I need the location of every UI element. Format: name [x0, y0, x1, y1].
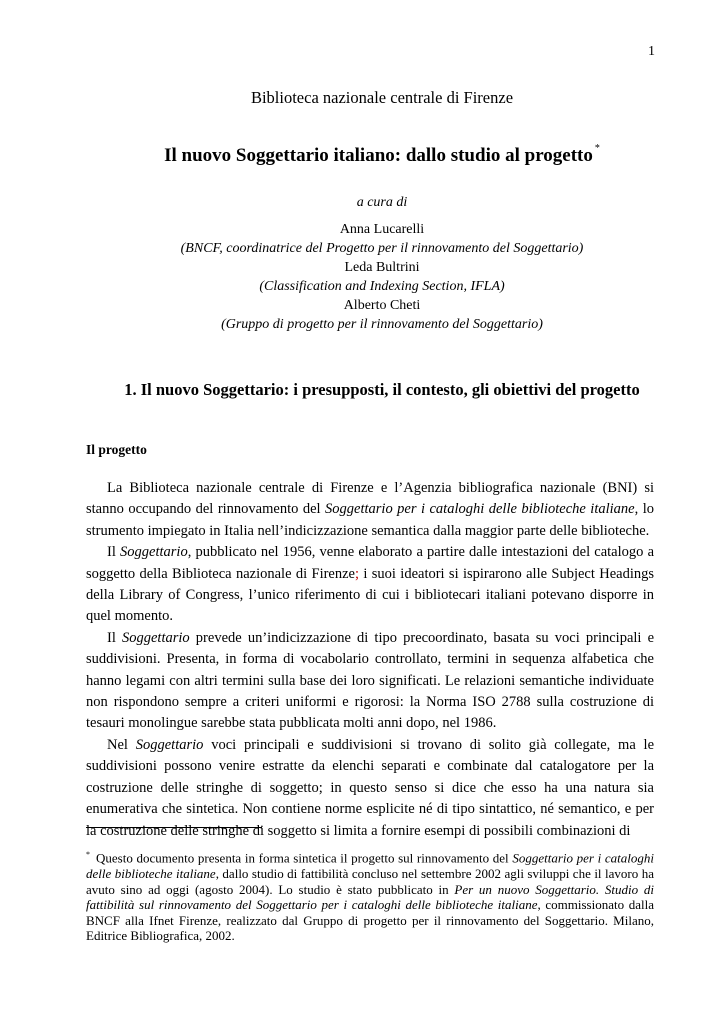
author-name: Anna Lucarelli — [339, 222, 425, 237]
body-text — [86, 478, 654, 842]
author-name: Leda Bultrini — [344, 260, 420, 275]
text-run: Il — [107, 629, 122, 646]
text-run: , dallo studio di fattibilità concluso nel settembre 2002 agli sviluppi che il lavoro ha avuto sino ad oggi (agosto 2004). Lo studio è stato pubblicato in — [86, 865, 654, 897]
highlighted-semicolon: ; — [355, 565, 360, 582]
italic-title: Soggettario per i cataloghi delle biblioteche italiane — [86, 850, 654, 881]
paragraph — [86, 628, 654, 735]
text-run: Nel — [107, 736, 136, 753]
author-role: (Classification and Indexing Section, IFLA) — [259, 279, 505, 294]
text-run: i suoi ideatori si ispirarono alle Subject Headings della Library of Congress, l’unico riferimento di cui i bibliotecari italiani potevano disporre in quel momento. — [86, 565, 655, 625]
text-run: voci principali e suddivisioni si trovano di solito già collegate, ma le suddivisioni possono venire estratte da elenchi separati e combinate dal catalogatore per la costruzione delle stringhe di soggetto; in questo senso si dice che esso ha una natura sia enumerativa che sintetica. Non contiene norme esplicite né di tipo sintattico, né semantico, e per la costruzione delle stringhe di soggetto si limita a fornire esempi di possibili combinazioni di — [86, 736, 655, 839]
italic-title: Soggettario — [120, 544, 188, 561]
italic-title: Per un nuovo Soggettario. Studio di fattibilità sul rinnovamento del Soggettario per i cataloghi delle biblioteche italiane — [86, 881, 654, 913]
italic-title: Soggettario — [135, 736, 204, 753]
author-name: Alberto Cheti — [343, 298, 421, 313]
italic-title: Soggettario — [122, 629, 190, 646]
title-footnote-mark[interactable]: * — [594, 142, 600, 154]
paragraph — [86, 542, 654, 628]
text-run: Questo documento presenta in forma sintetica il progetto sul rinnovamento del — [96, 850, 513, 866]
text-run: Il — [107, 544, 121, 561]
subsection-heading: Il progetto — [86, 442, 147, 457]
section-heading: 1. Il nuovo Soggettario: i presupposti, il contesto, gli obiettivi del progetto — [124, 380, 640, 399]
footnote — [86, 847, 654, 944]
paragraph — [86, 735, 654, 842]
page-number: 1 — [648, 44, 655, 59]
author-role: (Gruppo di progetto per il rinnovamento del Soggettario) — [221, 317, 543, 332]
text-run: , commissionato dalla BNCF alla Ifnet Firenze, realizzato dal Gruppo di progetto per il rinnovamento del Soggettario. Milano, Editrice Bibliografica, 2002. — [86, 897, 655, 944]
paragraph — [86, 478, 654, 542]
institution-heading: Biblioteca nazionale centrale di Firenze — [250, 88, 514, 107]
text-run: , pubblicato nel 1956, venne elaborato a partire dalle intestazioni del catalogo a soggetto della Biblioteca nazionale di Firenze — [86, 544, 655, 582]
credits-block — [0, 193, 724, 334]
text-run: La Biblioteca nazionale centrale di Firenze e l’Agenzia bibliografica nazionale (BNI) si stanno occupando del rinnovamento del — [86, 480, 654, 518]
italic-title: Soggettario per i cataloghi delle biblioteche italiane — [325, 501, 635, 518]
text-run: prevede un’indicizzazione di tipo precoordinato, basata su voci principali e suddivisioni. Presenta, in forma di vocabolario controllato, termini in sequenza alfabetica che hanno legami con altri termini sulla base dei loro significati. Le relazioni semantiche individuate non rispondono sempre a criteri uniformi e rigorosi: la Norma ISO 2788 sulla costruzione di tesauri monolingue sarebbe stata pubblicata molti anni dopo, nel 1986. — [86, 629, 655, 732]
footnote-mark: * — [86, 850, 90, 859]
document-title — [0, 142, 724, 167]
edited-by-label: a cura di — [356, 195, 408, 210]
title-text: Il nuovo Soggettario italiano: dallo studio al progetto — [164, 145, 593, 166]
text-run: , lo strumento impiegato in Italia nell’indicizzazione semantica dalla maggior parte delle biblioteche. — [86, 501, 654, 539]
footnote-divider — [86, 827, 262, 828]
author-role: (BNCF, coordinatrice del Progetto per il rinnovamento del Soggettario) — [180, 241, 584, 256]
